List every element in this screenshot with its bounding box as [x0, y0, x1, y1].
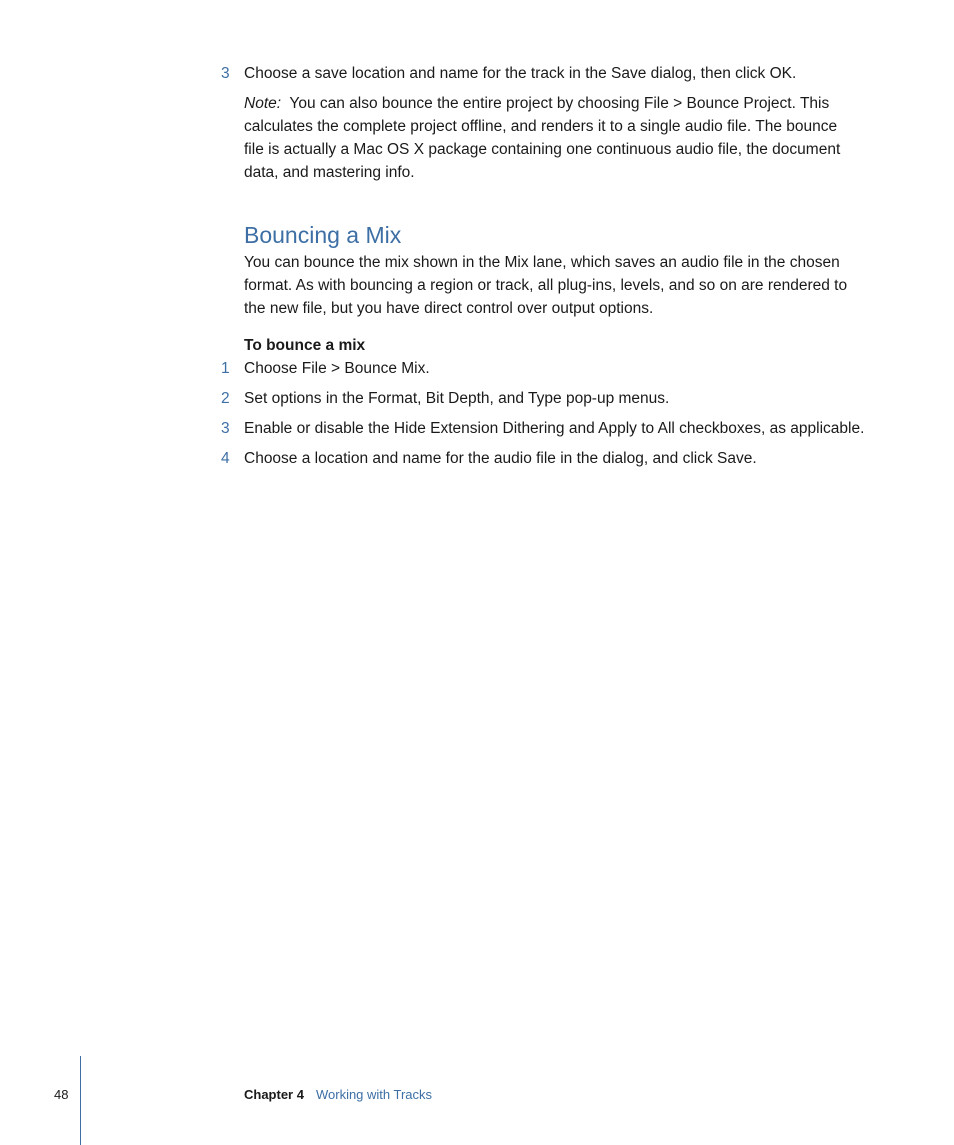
step-text: Choose a save location and name for the track in the Save dialog, then click OK.	[244, 65, 797, 82]
section-heading: Bouncing a Mix	[244, 222, 402, 248]
step-number: 3	[221, 65, 230, 82]
step-number: 4	[221, 450, 230, 467]
intro-paragraph	[244, 251, 884, 320]
note-text: You can also bounce the entire project by choosing File > Bounce Project. This	[289, 95, 830, 112]
footer-chapter	[244, 1086, 432, 1104]
step-text: Choose a location and name for the audio file in the dialog, and click Save.	[244, 450, 757, 467]
task-heading: To bounce a mix	[244, 337, 366, 354]
step-text: Enable or disable the Hide Extension Dithering and Apply to All checkboxes, as applicable.	[244, 420, 865, 437]
chapter-label: Chapter 4	[244, 1087, 304, 1102]
note-line	[244, 92, 884, 115]
note-line: file is actually a Mac OS X package containing one continuous audio file, the document	[244, 141, 841, 158]
step-number: 2	[221, 390, 230, 407]
intro-line: format. As with bouncing a region or track, all plug-ins, levels, and so on are rendered to	[244, 277, 848, 294]
step-text: Choose File > Bounce Mix.	[244, 360, 430, 377]
note-line: calculates the complete project offline, and renders it to a single audio file. The bounce	[244, 118, 838, 135]
step-number: 3	[221, 420, 230, 437]
footer-divider	[80, 1056, 81, 1145]
step-text: Set options in the Format, Bit Depth, and Type pop-up menus.	[244, 390, 670, 407]
intro-line: the new file, but you have direct control over output options.	[244, 300, 654, 317]
intro-line: You can bounce the mix shown in the Mix lane, which saves an audio file in the chosen	[244, 254, 840, 271]
chapter-title: Working with Tracks	[315, 1087, 433, 1102]
page-number: 48	[54, 1087, 69, 1102]
note-label: Note:	[244, 95, 282, 112]
step-number: 1	[221, 360, 230, 377]
note-line: data, and mastering info.	[244, 164, 415, 181]
note-paragraph	[244, 92, 884, 184]
